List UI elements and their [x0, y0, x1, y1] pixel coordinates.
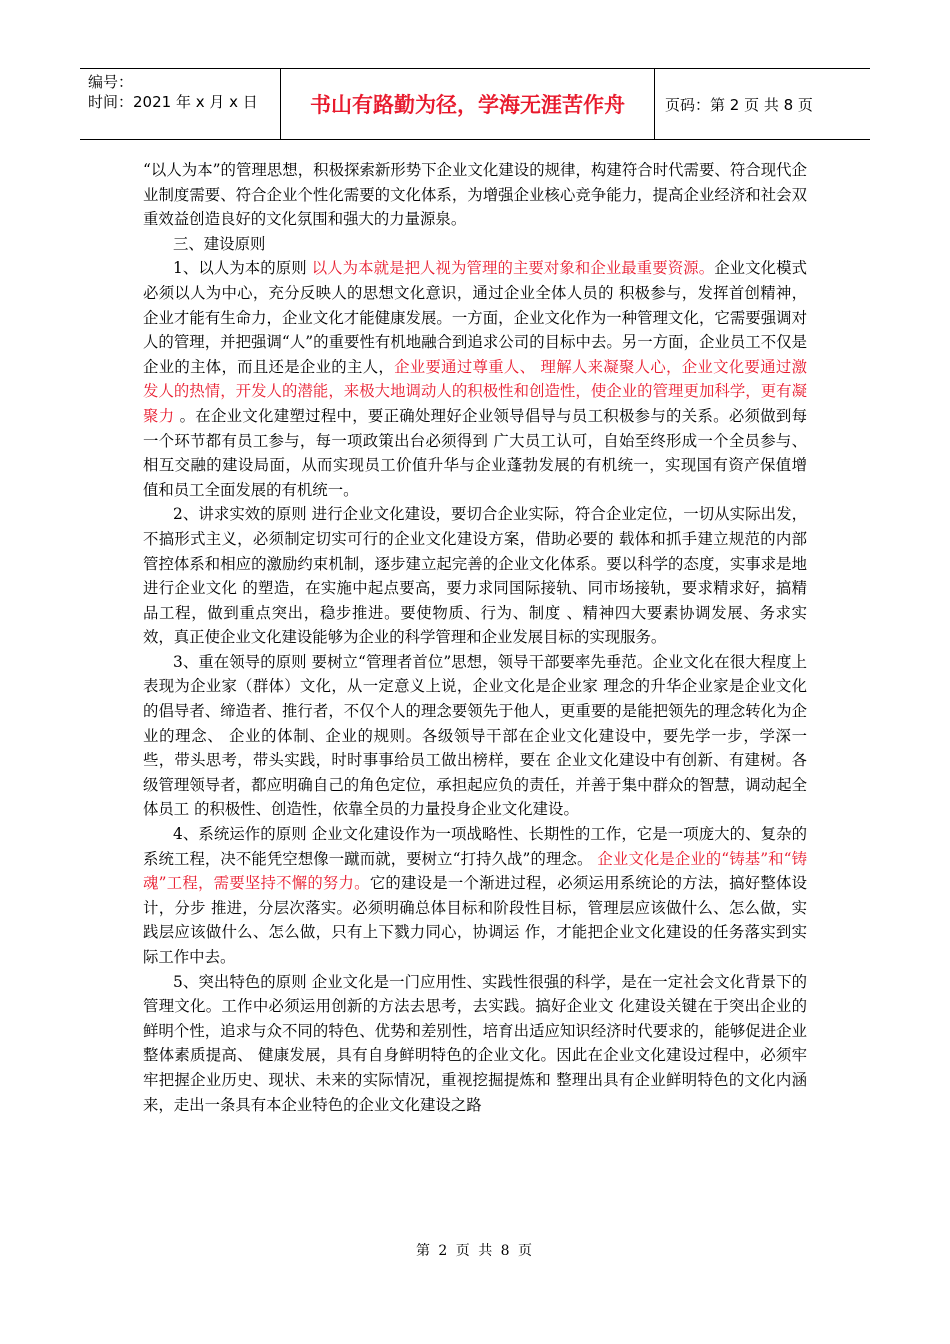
principle-4-lead: 4、系统运作的原则 企业文化建设作为一项战略性、长期性的工作，它是一项庞大的、复杂的系统工程，决不能凭空想像一蹴而就，要树立“打持久战”的理念。: [143, 825, 807, 868]
principle-1-highlight-2: 企业要通过尊重人、 理解人来凝聚人心，企业文化要通过激发人的热情，开发人的潜能，来极大地调动人的积极性和创造性，使企业的管理更加科学，更有凝聚力: [143, 357, 807, 425]
header-meta: [80, 69, 280, 139]
principle-1-lead: 1、以人为本的原则: [173, 259, 312, 278]
section-heading: 三、建设原则: [173, 234, 266, 253]
header-code-label: 编号：: [88, 73, 134, 91]
document-body: [143, 158, 807, 1117]
paragraph-principle-2: 2、讲求实效的原则 进行企业文化建设，要切合企业实际，符合企业定位，一切从实际出发，不搞形式主义，必须制定切实可行的企业文化建设方案，借助必要的 载体和抓手建立规范的内部管控体系和相应的激励约束机制，逐步建立起完善的企业文化体系。要以科学的态度，实事求是地进行企业文化 的塑造，在实施中起点要高，要力求同国际接轨、同市场接轨，要求精求好，搞精品工程，做到重点突出，稳步推进。要使物质、行为、制度 、精神四大要素协调发展、务求实效，真正使企业文化建设能够为企业的科学管理和企业发展目标的实现服务。: [143, 505, 807, 647]
principle-4-highlight: 企业文化是企业的“铸基”和“铸魂”工程，需要坚持不懈的努力。: [143, 849, 807, 893]
paragraph: “以人为本”的管理思想，积极探索新形势下企业文化建设的规律，构建符合时代需要、符合现代企业制度需要、符合企业个性化需要的文化体系，为增强企业核心竞争能力，提高企业经济和社会双重效益创造良好的文化氛围和强大的力量源泉。: [143, 161, 807, 229]
paragraph-principle-4: [143, 822, 807, 970]
paragraph-principle-3: 3、重在领导的原则 要树立“管理者首位”思想，领导干部要率先垂范。企业文化在很大程度上表现为企业家（群体）文化，从一定意义上说，企业文化是企业家 理念的升华企业家是企业文化的倡导者、缔造者、推行者，不仅个人的理念要领先于他人，更重要的是能把领先的理念转化为企业的理念、 企业的体制、企业的规则。各级领导干部在企业文化建设中，要先学一步，学深一些，带头思考，带头实践，时时事事给员工做出榜样，要在 企业文化建设中有创新、有建树。各级管理领导者，都应明确自己的角色定位，承担起应负的责任，并善于集中群众的智慧，调动起全体员工 的积极性、创造性，依靠全员的力量投身企业文化建设。: [143, 652, 807, 819]
principle-1-highlight-1: 以人为本就是把人视为管理的主要对象和企业最重要资源。: [311, 259, 715, 278]
header-page-label: 页码：第 2 页 共 8 页: [665, 95, 813, 114]
header-motto: 书山有路勤为径，学海无涯苦作舟: [280, 69, 655, 139]
paragraph-principle-5: 5、突出特色的原则 企业文化是一门应用性、实践性很强的科学，是在一定社会文化背景下的管理文化。工作中必须运用创新的方法去思考，去实践。搞好企业文 化建设关键在于突出企业的鲜明个性，追求与众不同的特色、优势和差别性，培育出适应知识经济时代要求的，能够促进企业整体素质提高、 健康发展，具有自身鲜明特色的企业文化。因此在企业文化建设过程中，必须牢牢把握企业历史、现状、未来的实际情况，重视挖掘提炼和 整理出具有企业鲜明特色的文化内涵来，走出一条具有本企业特色的企业文化建设之路: [143, 972, 807, 1114]
principle-1-text-2: 。在企业文化建塑过程中，要正确处理好企业领导倡导与员工积极参与的关系。必须做到每一个环节都有员工参与，每一项政策出台必须得到 广大员工认可，自始至终形成一个全员参与、相互交融的建设局面，从而实现员工价值升华与企业蓬勃发展的有机统一，实现国有资产保值增 值和员工全面发展的有机统一。: [143, 406, 807, 499]
page-header: [80, 68, 870, 140]
principle-1-text-1: 企业文化模式必须以人为中心，充分反映人的思想文化意识，通过企业全体人员的 积极参与，发挥首创精神，企业才能有生命力，企业文化才能健康发展。一方面，企业文化作为一种管理文化，它需要强调对人的管理，并把强调“人”的重要性有机地融合到追求公司的目标中去。另一方面，企业员工不仅是企业的主体，而且还是企业的主人，: [143, 259, 807, 376]
principle-4-text: 它的建设是一个渐进过程，必须运用系统论的方法，搞好整体设计，分步 推进，分层次落实。必须明确总体目标和阶段性目标，管理层应该做什么、怎么做，实践层应该做什么、怎么做，只有上下戮力同心，协调运 作，才能把企业文化建设的任务落实到实际工作中去。: [143, 874, 807, 966]
header-time-label: 时间：2021 年 x 月 x 日: [88, 93, 258, 111]
page-footer: 第 2 页 共 8 页: [415, 1243, 535, 1259]
paragraph-principle-1: [143, 256, 807, 502]
